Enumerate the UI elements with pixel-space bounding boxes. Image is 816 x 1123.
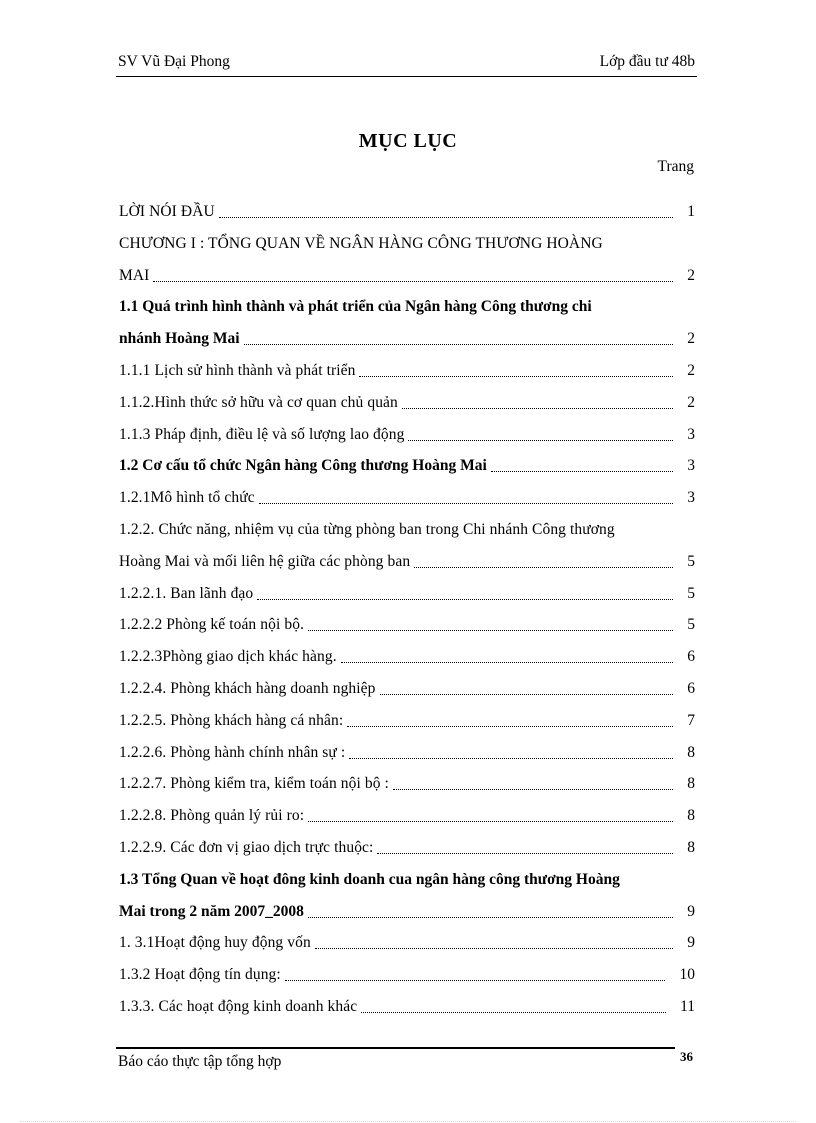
toc-entry-page: 8 [687,807,695,825]
toc-leader-dots [259,503,673,504]
toc-entry-label: 1.1.3 Pháp định, điều lệ và số lượng lao động [119,425,405,443]
toc-entry-page: 8 [687,839,695,856]
page-title: MỤC LỤC [358,130,458,152]
toc-entry [119,709,697,733]
toc-entry-label: 1.3 Tổng Quan về hoạt đông kinh doanh cua ngân hàng công thương Hoàng [119,870,620,888]
toc-entry [119,232,697,256]
toc-entry-label: 1.2.2.2 Phòng kế toán nội bộ. [119,616,305,634]
toc-entry [119,486,697,510]
toc-entry-label: 1.2.2.6. Phòng hành chính nhân sự : [119,743,346,761]
toc-entry [119,391,697,415]
footer-rule [116,1047,675,1049]
page-column-label: Trang [657,158,694,175]
toc-entry-label: 1.2.2. Chức năng, nhiệm vụ của từng phòng ban trong Chi nhánh Công thương [119,521,615,538]
toc-entry-label: 1.2.2.8. Phòng quản lý rủi ro: [119,807,305,825]
toc-entry [119,264,697,288]
toc-leader-dots [380,694,673,695]
toc-leader-dots [361,1012,666,1013]
toc-entry-page: 3 [687,489,695,507]
toc-entry-page: 9 [687,934,695,952]
toc-entry [119,327,697,351]
toc-entry-label: 1.3.3. Các hoạt động kinh doanh khác [119,998,358,1015]
toc-leader-dots [349,758,673,759]
header-rule [116,76,697,77]
toc-leader-dots [491,471,673,472]
toc-entry [119,550,697,574]
page-edge [20,1121,796,1122]
toc-entry [119,931,697,955]
toc-entry-label: Hoàng Mai và mối liên hệ giữa các phòng ban [119,552,411,570]
toc-entry-page: 3 [687,457,695,475]
toc-leader-dots [377,853,673,854]
toc-leader-dots [315,948,673,949]
toc-entry-page: 6 [687,648,695,666]
toc-entry [119,613,697,637]
toc-leader-dots [393,789,673,790]
toc-entry-label: MAI [119,266,150,284]
toc-entry-label: nhánh Hoàng Mai [119,330,240,348]
toc-entry-page: 2 [687,362,695,379]
toc-entry [119,900,697,924]
toc-entry-label: 1.3.2 Hoạt động tín dụng: [119,966,281,984]
toc-leader-dots [347,726,673,727]
toc-leader-dots [402,408,673,409]
footer-text: Báo cáo thực tập tổng hợp [118,1053,282,1070]
toc-leader-dots [244,344,673,345]
toc-entry-page: 5 [687,616,695,634]
toc-leader-dots [414,567,673,568]
toc-entry-label: Mai trong 2 năm 2007_2008 [119,902,304,920]
toc-entry [119,677,697,701]
toc-entry-page: 8 [687,775,695,793]
toc-entry [119,518,697,542]
toc-entry-label: 1.2.2.1. Ban lãnh đạo [119,584,254,602]
toc-entry-page: 10 [679,966,695,984]
toc-entry-page: 8 [687,743,695,761]
toc-entry [119,200,697,224]
toc-entry-page: 2 [687,330,695,348]
toc-entry-page: 5 [687,552,695,570]
toc-entry-page: 1 [687,203,695,220]
toc-leader-dots [285,980,665,981]
toc-entry-label: CHƯƠNG I : TỔNG QUAN VỀ NGÂN HÀNG CÔNG THƯƠNG HOÀNG [119,234,603,252]
toc-entry-label: 1.2 Cơ cấu tổ chức Ngân hàng Công thương Hoàng Mai [119,457,487,475]
toc-entry [119,772,697,796]
toc-entry-label: 1.2.2.7. Phòng kiểm tra, kiểm toán nội bộ : [119,775,389,793]
toc-entry-label: 1.1.2.Hình thức sở hữu và cơ quan chủ quản [119,393,398,411]
toc-leader-dots [308,821,673,822]
toc-entry [119,804,697,828]
header-class: Lớp đầu tư 48b [599,53,695,70]
toc-leader-dots [408,440,673,441]
toc-entry-page: 11 [680,998,695,1015]
toc-entry [119,454,697,478]
toc-entry-label: LỜI NÓI ĐẦU [119,203,215,220]
toc-leader-dots [257,599,673,600]
toc-entry-page: 9 [687,902,695,920]
toc-entry [119,741,697,765]
toc-entry [119,423,697,447]
toc-leader-dots [308,917,673,918]
toc-leader-dots [308,630,673,631]
toc-entry-label: 1.2.1Mô hình tổ chức [119,489,255,507]
toc-entry-page: 3 [687,425,695,443]
toc-entry-page: 5 [687,584,695,602]
toc-leader-dots [341,662,673,663]
toc-entry [119,582,697,606]
toc-entry [119,963,697,987]
toc-entry-label: 1.2.2.3Phòng giao dịch khác hàng. [119,648,337,666]
toc-entry-label: 1.2.2.9. Các đơn vị giao dịch trực thuộc: [119,839,374,856]
footer-page-number: 36 [680,1049,693,1064]
toc-leader-dots [219,217,673,218]
toc-leader-dots [153,281,673,282]
toc-entry-label: 1.1.1 Lịch sử hình thành và phát triển [119,362,356,379]
toc-entry-label: 1.2.2.5. Phòng khách hàng cá nhân: [119,711,344,729]
toc-entry-page: 2 [687,266,695,284]
toc-entry-page: 2 [687,393,695,411]
toc-entry-page: 7 [687,711,695,729]
toc-entry [119,836,697,860]
toc-entry-page: 6 [687,680,695,697]
toc-entry [119,645,697,669]
toc-leader-dots [359,376,673,377]
header-student-name: SV Vũ Đại Phong [118,53,230,70]
toc-entry [119,295,697,319]
toc-entry [119,995,697,1019]
toc-entry-label: 1.2.2.4. Phòng khách hàng doanh nghiệp [119,680,376,697]
toc-entry [119,868,697,892]
toc-entry-label: 1. 3.1Hoạt động huy động vốn [119,934,311,952]
toc-entry-label: 1.1 Quá trình hình thành và phát triển của Ngân hàng Công thương chi [119,298,592,316]
toc-entry [119,359,697,383]
